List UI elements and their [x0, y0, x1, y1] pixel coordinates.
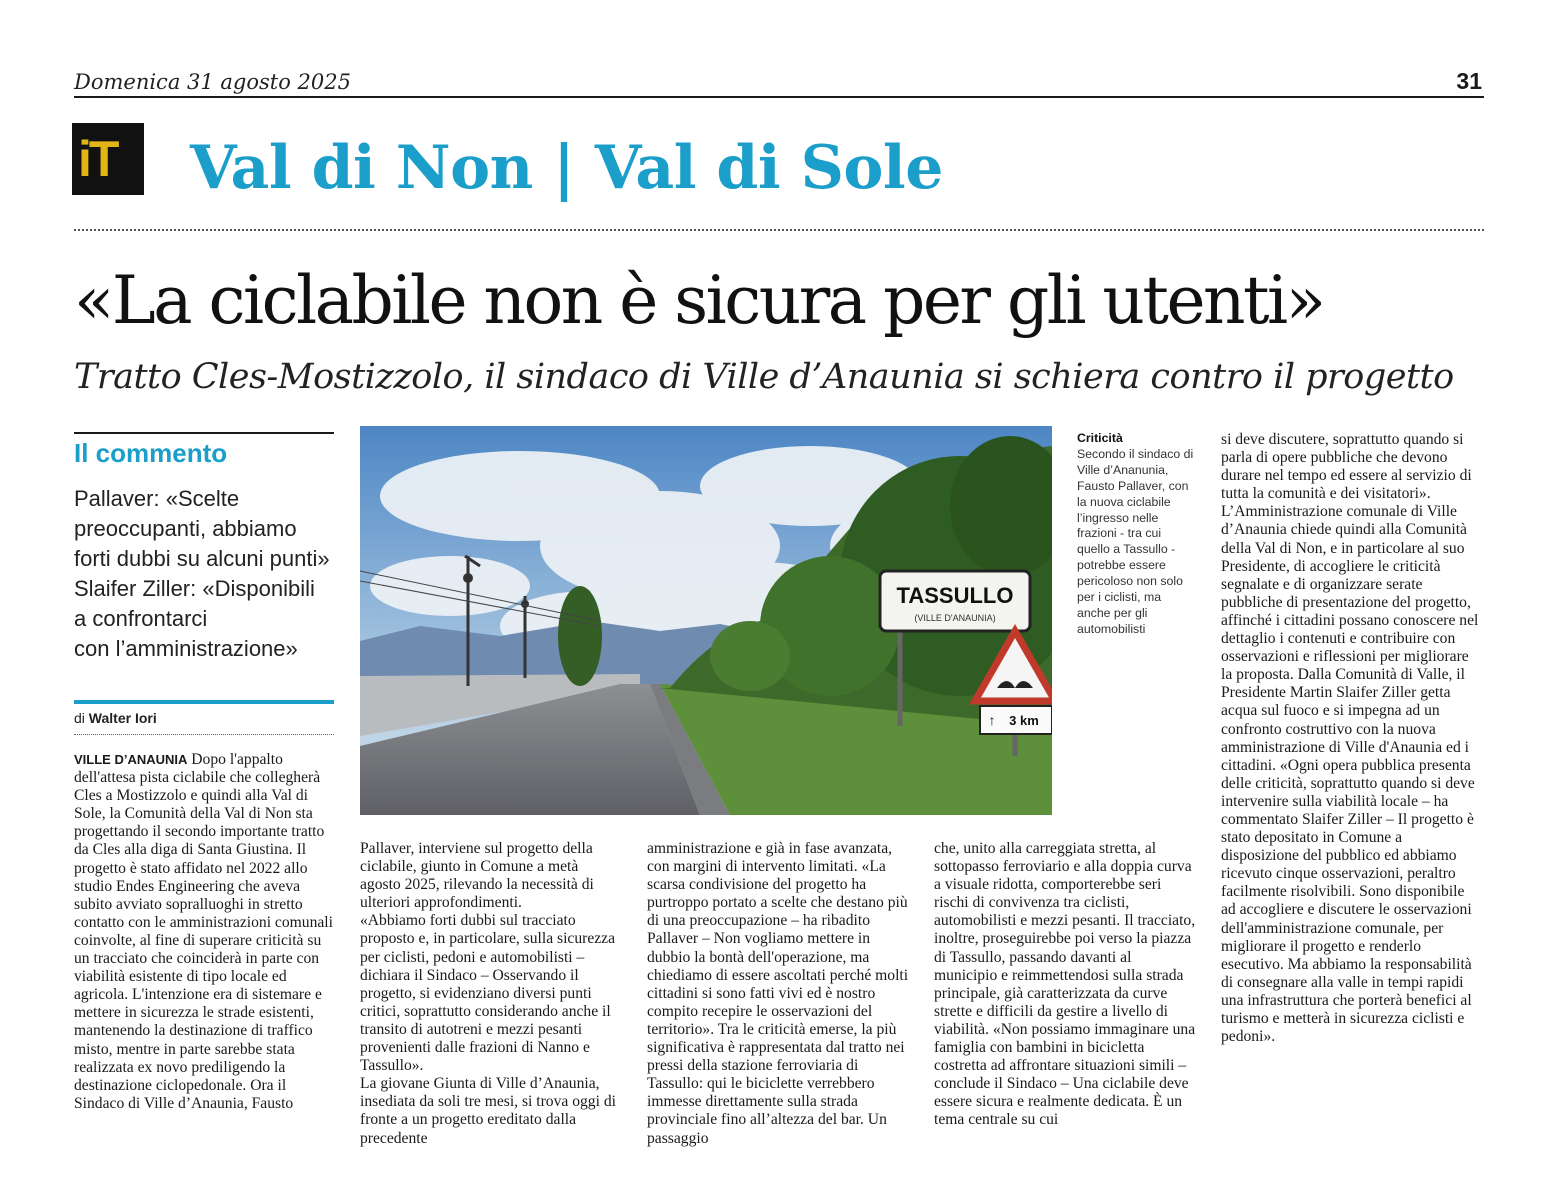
paragraph: si deve discutere, soprattutto quando si parla di opere pubbliche che devono durare nel tempo ed essere al servizio di tutta la comunità e dei visitatori».: [1221, 431, 1472, 503]
caption-title: Criticità: [1077, 431, 1123, 445]
article-headline: «La ciclabile non è sicura per gli utenti»: [74, 262, 1324, 339]
comment-summary: [74, 484, 344, 664]
comment-line: Pallaver: «Scelte: [74, 486, 240, 511]
paragraph: amministrazione e già in fase avanzata, con margini di intervento limitati. «La scarsa condivisione del progetto ha purtroppo portato a scelte che destano più di una preoccupazione – ha ribadito Pallaver – Non vogliamo mettere in dubbio la bontà dell'operazione, ma chiediamo di essere ascoltati perché molti cittadini si sono fatti vivi ed è nostro compito recepire le osservazioni del territorio». Tra le criticità emerse, la più significativa è rappresentata dal tratto nei pressi della stazione ferroviaria di Tassullo: qui le biciclette verrebbero immesse direttamente sulla strada provinciale fino all’altezza del bar. Un passaggio: [647, 840, 909, 1147]
byline-author: Walter Iori: [88, 710, 157, 726]
comment-line: con l’amministrazione»: [74, 636, 298, 661]
article-photo: [360, 426, 1052, 815]
road-scene-illustration: [360, 426, 1052, 815]
sidebar-accent-bar: [74, 700, 334, 704]
paragraph: che, unito alla carreggiata stretta, al sottopasso ferroviario e alla doppia curva a visuale ridotta, comporterebbe seri rischi di convivenza tra ciclisti, automobilisti e mezzi pesanti. Il tracciato, inoltre, proseguirebbe poi verso la piazza di Tassullo, passando davanti al municipio e reimmettendosi sulla strada principale, già caratterizzata da curve strette e difficili da gestire a livello di viabilità. «Non possiamo immaginare una famiglia con bambini in bicicletta costretta ad affrontare situazioni simili – conclude il Sindaco – Una ciclabile deve essere sicura e realmente dedicata. È un tema centrale su cui: [934, 840, 1196, 1129]
comment-label: Il commento: [74, 438, 228, 468]
article-column-4: [934, 840, 1196, 1130]
header-rule: [74, 96, 1484, 98]
byline-divider: [74, 734, 334, 735]
paragraph: Pallaver, interviene sul progetto della ciclabile, giunto in Comune a metà agosto 2025, rilevando la necessità di ulteriori approfondimenti.: [360, 840, 594, 912]
paragraph: L’Amministrazione comunale di Ville d’Anaunia chiede quindi alla Comunità della Val di Non, e in particolare al suo Presidente, di accogliere le criticità segnalate e di organizzare serate pubbliche di presentazione del progetto, affinché i cittadini possano conoscere nel dettaglio i contenuti e contribuire con osservazioni e riflessioni per migliorare la proposta. Dalla Comunità di Valle, il Presidente Martin Slaifer Ziller getta acqua sul fuoco e si impegna ad un confronto costruttivo con la nuova amministrazione di Ville d'Anaunia ed i cittadini. «Ogni opera pubblica presenta delle criticità, soprattutto quando si deve intervenire sulla viabilità locale – ha commentato Slaifer Ziller – Il progetto è stato depositato in Comune a disposizione del pubblico ed abbiamo ricevuto cinque osservazioni, peraltro facilmente risolvibili. Sono disponibile ad accogliere e discutere le osservazioni dell'amministrazione comunale, per migliorare il progetto e renderlo esecutivo. Ma abbiamo la responsabilità di consegnare alla valle in tempi rapidi una infrastruttura che porterà benefici al turismo e metterà in sicurezza ciclisti e pedoni».: [1221, 503, 1479, 1046]
article-column-2: [360, 840, 622, 1148]
article-column-5: [1221, 431, 1483, 1046]
byline: [74, 710, 157, 726]
newspaper-logo: [72, 123, 144, 195]
page-number: 31: [1456, 68, 1482, 94]
paragraph: La giovane Giunta di Ville d’Anaunia, insediata da soli tre mesi, si trova oggi di fronte a un progetto ereditato dalla precedente: [360, 1075, 616, 1147]
paragraph: «Abbiamo forti dubbi sul tracciato proposto e, in particolare, sulla sicurezza per ciclisti, pedoni e automobilisti – dichiara il Sindaco – Osservando il progetto, si evidenziano diversi punti critici, soprattutto considerando anche il transito di autotreni e mezzi pesanti provenienti dalle frazioni di Nanno e Tassullo».: [360, 912, 616, 1075]
comment-line: a confrontarci: [74, 606, 208, 631]
logo-text: iT: [78, 131, 117, 187]
section-divider: [74, 229, 1484, 231]
byline-prefix: di: [74, 710, 85, 726]
photo-caption: [1077, 431, 1197, 638]
comment-line: forti dubbi su alcuni punti»: [74, 546, 330, 571]
caption-text: Secondo il sindaco di Ville d’Ananunia, Fausto Pallaver, con la nuova ciclabile l’ingresso nelle frazioni - tra cui quello a Tassullo - potrebbe essere pericoloso non solo per i ciclisti, ma anche per gli automobilisti: [1077, 446, 1194, 636]
article-subheadline: Tratto Cles-Mostizzolo, il sindaco di Ville d’Anaunia si schiera contro il progetto: [74, 357, 1454, 397]
column-text: Dopo l'appalto dell'attesa pista ciclabile che collegherà Cles a Mostizzolo e quindi alla Val di Sole, la Comunità della Val di Non sta progettando il secondo importante tratto da Cles alla diga di Santa Giustina. Il progetto è stato affidato nel 2022 allo studio Endes Engineering che aveva subito avviato sopralluoghi in stretto contatto con le amministrazioni comunali coinvolte, al fine di superare criticità su un tracciato che coinciderà in parte con viabilità esistente di tipo locale ed agricola. L'intenzione era di sistemare e mettere in sicurezza le strade esistenti, mantenendo la destinazione di traffico misto, mentre in parte sarebbe stata realizzata ex novo prediligendo la destinazione ciclopedonale. Ora il Sindaco di Ville d’Anaunia, Fausto: [74, 751, 333, 1112]
article-column-1: [74, 751, 336, 1113]
comment-line: Slaifer Ziller: «Disponibili: [74, 576, 315, 601]
issue-date: Domenica 31 agosto 2025: [74, 70, 351, 94]
section-title: Val di Non | Val di Sole: [190, 133, 943, 203]
poplar-tree: [558, 586, 602, 686]
sign-sub-text: (VILLE D'ANAUNIA): [914, 613, 996, 623]
comment-line: preoccupanti, abbiamo: [74, 516, 297, 541]
distance-arrow-icon: ↑: [988, 712, 996, 728]
dateline: VILLE D’ANAUNIA: [74, 752, 188, 767]
sign-town-text: TASSULLO: [896, 583, 1014, 608]
article-column-3: [647, 840, 909, 1148]
sidebar-rule: [74, 432, 334, 434]
distance-text: 3 km: [1009, 713, 1039, 728]
